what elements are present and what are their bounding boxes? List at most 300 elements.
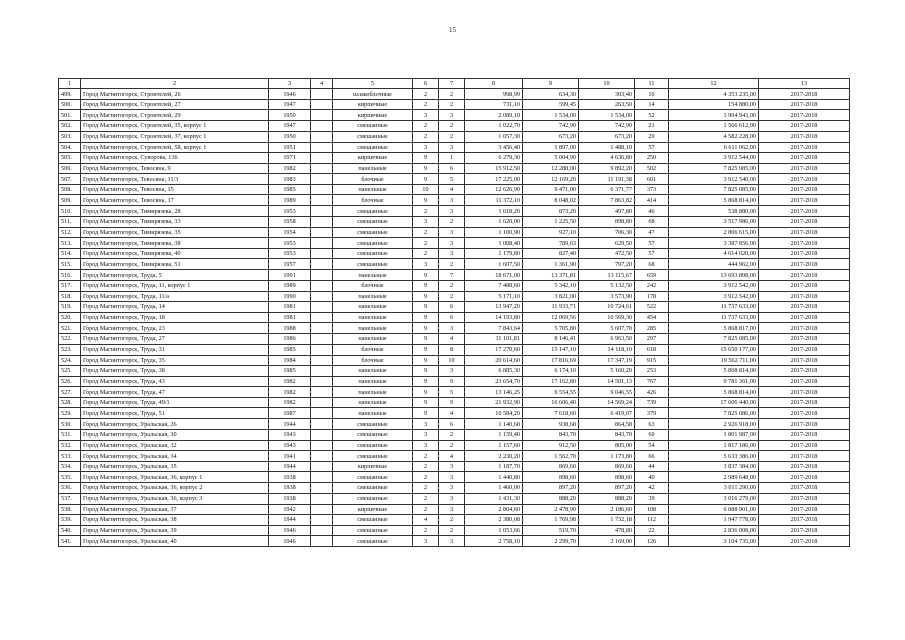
cell-floors: 9 <box>413 195 439 206</box>
cell-residential-area: 1 562,70 <box>523 451 579 462</box>
cell-residential-area: 12 169,20 <box>523 174 579 185</box>
cell-address: Город Магнитогорск, Тимирязева, 40 <box>81 249 269 259</box>
cell-address: Город Магнитогорск, Труда, 38 <box>81 365 269 376</box>
cell-total-area: 14 193,80 <box>465 312 523 322</box>
cell-period: 2017-2018 <box>759 110 850 121</box>
table-row <box>59 238 850 249</box>
cell-entrances: 2 <box>439 131 465 142</box>
cell-owned-area: 1 173,80 <box>579 451 635 462</box>
cell-period: 2017-2018 <box>759 398 850 408</box>
cell-year-built: 1983 <box>269 174 311 185</box>
cell-owned-area: 1 534,00 <box>579 110 635 121</box>
cell-floors: 9 <box>413 270 439 280</box>
cell-row-number: 501. <box>59 110 81 121</box>
cell-floors: 3 <box>413 216 439 227</box>
table-row <box>59 462 850 472</box>
cell-floors: 9 <box>413 291 439 301</box>
cell-residents: 52 <box>635 110 669 121</box>
cell-residents: 22 <box>635 525 669 535</box>
cell-year-built: 1951 <box>269 142 311 152</box>
cell-residents: 44 <box>635 462 669 472</box>
cell-entrances: 3 <box>439 472 465 483</box>
cell-period: 2017-2018 <box>759 174 850 185</box>
cell-residents: 659 <box>635 270 669 280</box>
cell-row-number: 504. <box>59 142 81 152</box>
housing-registry-table <box>58 78 850 547</box>
cell-address: Город Магнитогорск, Уральская, 34 <box>81 451 269 462</box>
cell-address: Город Магнитогорск, Уральская, 39 <box>81 525 269 535</box>
cell-floors: 9 <box>413 387 439 398</box>
cell-wall-material: кирпичные <box>333 462 413 472</box>
cell-owned-area: 11 191,38 <box>579 174 635 185</box>
cell-address: Город Магнитогорск, Строителей, 26 <box>81 89 269 100</box>
cell-total-area: 11 101,81 <box>465 334 523 344</box>
cell-wall-material: шлакоблочные <box>333 89 413 100</box>
cell-address: Город Магнитогорск, Тимирязева, 51 <box>81 259 269 270</box>
cell-owned-area: 1 732,18 <box>579 514 635 525</box>
cell-residents: 250 <box>635 152 669 163</box>
cell-address: Город Магнитогорск, Труда, 51 <box>81 408 269 419</box>
cell-floors: 3 <box>413 429 439 440</box>
cell-owned-area: 843,70 <box>579 429 635 440</box>
cell-floors: 2 <box>413 472 439 483</box>
cell-col-4 <box>311 249 333 259</box>
cell-wall-material: смешанные <box>333 419 413 429</box>
cell-residents: 242 <box>635 280 669 291</box>
cell-year-built: 1985 <box>269 344 311 355</box>
cell-year-built: 1944 <box>269 514 311 525</box>
cell-total-area: 1 100,90 <box>465 227 523 237</box>
cell-address: Город Магнитогорск, Труда, 18 <box>81 312 269 322</box>
table-row <box>59 429 850 440</box>
cell-col-4 <box>311 312 333 322</box>
column-header-9: 9 <box>523 79 579 89</box>
cell-residential-area: 9 554,55 <box>523 387 579 398</box>
cell-address: Город Магнитогорск, Строителей, 27 <box>81 100 269 110</box>
cell-owned-area: 888,20 <box>579 493 635 504</box>
cell-floors: 9 <box>413 398 439 408</box>
cell-period: 2017-2018 <box>759 89 850 100</box>
cell-total-area: 1 157,60 <box>465 440 523 450</box>
cell-residents: 454 <box>635 312 669 322</box>
cell-year-built: 1946 <box>269 525 311 535</box>
cell-period: 2017-2018 <box>759 163 850 173</box>
cell-residential-area: 1 897,00 <box>523 142 579 152</box>
table-row <box>59 152 850 163</box>
cell-cost: 3 104 735,00 <box>669 536 759 547</box>
cell-residential-area: 843,70 <box>523 429 579 440</box>
table-row <box>59 398 850 408</box>
cell-row-number: 529. <box>59 408 81 419</box>
cell-cost: 2 989 648,00 <box>669 472 759 483</box>
column-header-12: 12 <box>669 79 759 89</box>
cell-total-area: 21 932,90 <box>465 398 523 408</box>
table-row <box>59 419 850 429</box>
cell-entrances: 3 <box>439 462 465 472</box>
cell-period: 2017-2018 <box>759 280 850 291</box>
cell-residential-area: 2 299,70 <box>523 536 579 547</box>
table-row <box>59 216 850 227</box>
cell-owned-area: 14 501,13 <box>579 376 635 386</box>
cell-owned-area: 6 371,77 <box>579 185 635 195</box>
cell-period: 2017-2018 <box>759 216 850 227</box>
cell-col-4 <box>311 536 333 547</box>
cell-cost: 1 947 778,00 <box>669 514 759 525</box>
cell-row-number: 528. <box>59 398 81 408</box>
cell-address: Город Магнитогорск, Тимирязева, 38 <box>81 238 269 249</box>
cell-address: Город Магнитогорск, Строителей, 37, корпус 1 <box>81 131 269 142</box>
table-row <box>59 142 850 152</box>
cell-owned-area: 898,80 <box>579 216 635 227</box>
cell-period: 2017-2018 <box>759 514 850 525</box>
cell-wall-material: блочные <box>333 195 413 206</box>
cell-address: Город Магнитогорск, Уральская, 30 <box>81 429 269 440</box>
table-row <box>59 514 850 525</box>
cell-cost: 4 614 020,00 <box>669 249 759 259</box>
cell-col-4 <box>311 185 333 195</box>
cell-residential-area: 927,10 <box>523 227 579 237</box>
cell-row-number: 511. <box>59 216 81 227</box>
cell-residents: 60 <box>635 429 669 440</box>
cell-owned-area: 5 607,70 <box>579 323 635 334</box>
cell-residents: 112 <box>635 514 669 525</box>
cell-residential-area: 12 288,00 <box>523 163 579 173</box>
cell-address: Город Магнитогорск, Труда, 11, корпус 1 <box>81 280 269 291</box>
cell-residents: 29 <box>635 131 669 142</box>
cell-floors: 2 <box>413 249 439 259</box>
cell-total-area: 1 187,70 <box>465 462 523 472</box>
cell-year-built: 1950 <box>269 110 311 121</box>
cell-floors: 2 <box>413 504 439 514</box>
cell-wall-material: панельные <box>333 408 413 419</box>
cell-cost: 19 562 711,00 <box>669 355 759 365</box>
cell-owned-area: 742,90 <box>579 121 635 131</box>
cell-floors: 3 <box>413 259 439 270</box>
cell-row-number: 514. <box>59 249 81 259</box>
cell-wall-material: блочные <box>333 344 413 355</box>
cell-cost: 5 868 814,00 <box>669 365 759 376</box>
cell-row-number: 530. <box>59 419 81 429</box>
table-row <box>59 312 850 322</box>
cell-row-number: 512. <box>59 227 81 237</box>
cell-col-4 <box>311 398 333 408</box>
cell-total-area: 1 140,68 <box>465 419 523 429</box>
cell-row-number: 519. <box>59 301 81 312</box>
cell-cost: 3 837 384,00 <box>669 462 759 472</box>
cell-residential-area: 5 705,80 <box>523 323 579 334</box>
cell-total-area: 1 018,20 <box>465 206 523 216</box>
cell-entrances: 2 <box>439 440 465 450</box>
cell-owned-area: 864,58 <box>579 419 635 429</box>
cell-col-4 <box>311 291 333 301</box>
cell-entrances: 6 <box>439 312 465 322</box>
cell-wall-material: панельные <box>333 270 413 280</box>
cell-floors: 9 <box>413 365 439 376</box>
cell-cost: 2 926 918,00 <box>669 419 759 429</box>
cell-residents: 47 <box>635 227 669 237</box>
cell-col-4 <box>311 142 333 152</box>
cell-row-number: 539. <box>59 514 81 525</box>
cell-total-area: 2 089,10 <box>465 110 523 121</box>
cell-col-4 <box>311 493 333 504</box>
cell-col-4 <box>311 376 333 386</box>
table-row <box>59 334 850 344</box>
cell-row-number: 541. <box>59 536 81 547</box>
cell-col-4 <box>311 429 333 440</box>
cell-floors: 9 <box>413 355 439 365</box>
table-row <box>59 206 850 216</box>
cell-total-area: 6 885,30 <box>465 365 523 376</box>
cell-owned-area: 2 169,00 <box>579 536 635 547</box>
cell-period: 2017-2018 <box>759 408 850 419</box>
cell-row-number: 523. <box>59 344 81 355</box>
cell-row-number: 517. <box>59 280 81 291</box>
cell-year-built: 1982 <box>269 163 311 173</box>
cell-residents: 767 <box>635 376 669 386</box>
cell-year-built: 1953 <box>269 206 311 216</box>
cell-col-4 <box>311 344 333 355</box>
cell-residential-area: 13 371,81 <box>523 270 579 280</box>
cell-year-built: 1953 <box>269 238 311 249</box>
cell-year-built: 1953 <box>269 249 311 259</box>
cell-cost: 3 517 986,00 <box>669 216 759 227</box>
cell-cost: 3 912 542,00 <box>669 280 759 291</box>
cell-floors: 4 <box>413 514 439 525</box>
cell-total-area: 2 758,10 <box>465 536 523 547</box>
cell-residential-area: 9 471,00 <box>523 185 579 195</box>
cell-residential-area: 17 162,80 <box>523 376 579 386</box>
cell-total-area: 998,99 <box>465 89 523 100</box>
cell-floors: 3 <box>413 419 439 429</box>
cell-period: 2017-2018 <box>759 344 850 355</box>
cell-owned-area: 13 115,67 <box>579 270 635 280</box>
cell-address: Город Магнитогорск, Уральская, 38 <box>81 514 269 525</box>
cell-year-built: 1946 <box>269 89 311 100</box>
cell-wall-material: смешанные <box>333 238 413 249</box>
cell-address: Город Магнитогорск, Уральская, 36, корпус 3 <box>81 493 269 504</box>
cell-address: Город Магнитогорск, Уральская, 26 <box>81 419 269 429</box>
cell-residents: 40 <box>635 472 669 483</box>
cell-col-4 <box>311 110 333 121</box>
cell-col-4 <box>311 419 333 429</box>
cell-total-area: 1 057,30 <box>465 131 523 142</box>
cell-total-area: 731,10 <box>465 100 523 110</box>
cell-residents: 178 <box>635 291 669 301</box>
table-row <box>59 365 850 376</box>
cell-period: 2017-2018 <box>759 376 850 386</box>
cell-entrances: 4 <box>439 408 465 419</box>
cell-residential-area: 1 769,98 <box>523 514 579 525</box>
cell-period: 2017-2018 <box>759 387 850 398</box>
cell-col-4 <box>311 483 333 493</box>
cell-wall-material: блочные <box>333 355 413 365</box>
cell-total-area: 6 279,30 <box>465 152 523 163</box>
cell-period: 2017-2018 <box>759 227 850 237</box>
cell-cost: 5 633 386,00 <box>669 451 759 462</box>
table-row <box>59 174 850 185</box>
cell-year-built: 1946 <box>269 536 311 547</box>
cell-col-4 <box>311 462 333 472</box>
cell-entrances: 5 <box>439 387 465 398</box>
cell-floors: 2 <box>413 121 439 131</box>
cell-floors: 3 <box>413 110 439 121</box>
cell-residents: 618 <box>635 344 669 355</box>
cell-owned-area: 898,60 <box>579 472 635 483</box>
cell-year-built: 1944 <box>269 462 311 472</box>
cell-period: 2017-2018 <box>759 185 850 195</box>
column-header-2: 2 <box>81 79 269 89</box>
cell-floors: 9 <box>413 344 439 355</box>
cell-cost: 7 825 085,00 <box>669 163 759 173</box>
cell-period: 2017-2018 <box>759 270 850 280</box>
cell-total-area: 1 053,66 <box>465 525 523 535</box>
cell-residents: 66 <box>635 451 669 462</box>
cell-row-number: 506. <box>59 163 81 173</box>
cell-period: 2017-2018 <box>759 323 850 334</box>
cell-total-area: 1 022,70 <box>465 121 523 131</box>
cell-entrances: 4 <box>439 334 465 344</box>
cell-address: Город Магнитогорск, Тимирязева, 28 <box>81 206 269 216</box>
column-header-13: 13 <box>759 79 850 89</box>
cell-total-area: 1 620,00 <box>465 216 523 227</box>
cell-year-built: 1957 <box>269 259 311 270</box>
cell-residential-area: 1 534,00 <box>523 110 579 121</box>
cell-row-number: 518. <box>59 291 81 301</box>
cell-residents: 46 <box>635 206 669 216</box>
cell-address: Город Магнитогорск, Суворова, 136 <box>81 152 269 163</box>
cell-owned-area: 14 118,10 <box>579 344 635 355</box>
column-header-11: 11 <box>635 79 669 89</box>
cell-address: Город Магнитогорск, Уральская, 35 <box>81 462 269 472</box>
table-row <box>59 131 850 142</box>
cell-row-number: 503. <box>59 131 81 142</box>
cell-address: Город Магнитогорск, Труда, 47 <box>81 387 269 398</box>
cell-cost: 11 737 633,00 <box>669 301 759 312</box>
cell-cost: 7 825 086,00 <box>669 408 759 419</box>
cell-row-number: 521. <box>59 323 81 334</box>
cell-residents: 915 <box>635 355 669 365</box>
cell-cost: 3 011 290,00 <box>669 483 759 493</box>
cell-row-number: 505. <box>59 152 81 163</box>
cell-floors: 2 <box>413 206 439 216</box>
cell-total-area: 10 584,20 <box>465 408 523 419</box>
cell-wall-material: панельные <box>333 376 413 386</box>
table-row <box>59 301 850 312</box>
cell-row-number: 520. <box>59 312 81 322</box>
cell-row-number: 538. <box>59 504 81 514</box>
cell-wall-material: смешанные <box>333 429 413 440</box>
cell-address: Город Магнитогорск, Труда, 23 <box>81 323 269 334</box>
cell-col-4 <box>311 301 333 312</box>
cell-floors: 2 <box>413 483 439 493</box>
cell-wall-material: кирпичные <box>333 152 413 163</box>
cell-year-built: 1981 <box>269 312 311 322</box>
cell-wall-material: панельные <box>333 334 413 344</box>
cell-residential-area: 897,20 <box>523 483 579 493</box>
cell-cost: 13 693 898,00 <box>669 270 759 280</box>
cell-address: Город Магнитогорск, Труда, 35 <box>81 355 269 365</box>
cell-address: Город Магнитогорск, Строителей, 29 <box>81 110 269 121</box>
cell-wall-material: панельные <box>333 398 413 408</box>
cell-residential-area: 3 821,00 <box>523 291 579 301</box>
cell-col-4 <box>311 280 333 291</box>
cell-year-built: 1991 <box>269 270 311 280</box>
cell-floors: 2 <box>413 227 439 237</box>
cell-residents: 21 <box>635 121 669 131</box>
cell-col-4 <box>311 323 333 334</box>
cell-wall-material: смешанные <box>333 206 413 216</box>
cell-owned-area: 7 863,82 <box>579 195 635 206</box>
cell-residents: 54 <box>635 440 669 450</box>
cell-wall-material: смешанные <box>333 536 413 547</box>
cell-owned-area: 17 347,19 <box>579 355 635 365</box>
cell-entrances: 6 <box>439 301 465 312</box>
cell-cost: 4 582 228,00 <box>669 131 759 142</box>
table-row <box>59 376 850 386</box>
cell-entrances: 3 <box>439 227 465 237</box>
cell-floors: 9 <box>413 408 439 419</box>
cell-entrances: 1 <box>439 152 465 163</box>
cell-col-4 <box>311 365 333 376</box>
cell-residents: 502 <box>635 163 669 173</box>
cell-owned-area: 14 569,24 <box>579 398 635 408</box>
cell-address: Город Магнитогорск, Строителей, 35, корпус 1 <box>81 121 269 131</box>
cell-period: 2017-2018 <box>759 334 850 344</box>
cell-owned-area: 869,60 <box>579 462 635 472</box>
cell-wall-material: смешанные <box>333 514 413 525</box>
cell-total-area: 3 456,40 <box>465 142 523 152</box>
table-row <box>59 536 850 547</box>
cell-owned-area: 3 573,90 <box>579 291 635 301</box>
cell-entrances: 3 <box>439 249 465 259</box>
cell-cost: 15 650 177,00 <box>669 344 759 355</box>
cell-address: Город Магнитогорск, Тевосяна, 15 <box>81 185 269 195</box>
cell-residents: 601 <box>635 174 669 185</box>
cell-owned-area: 5 160,20 <box>579 365 635 376</box>
cell-residential-area: 5 342,10 <box>523 280 579 291</box>
table-row <box>59 493 850 504</box>
cell-period: 2017-2018 <box>759 493 850 504</box>
cell-row-number: 525. <box>59 365 81 376</box>
cell-floors: 2 <box>413 525 439 535</box>
column-header-10: 10 <box>579 79 635 89</box>
cell-residential-area: 5 004,90 <box>523 152 579 163</box>
cell-wall-material: смешанные <box>333 227 413 237</box>
cell-address: Город Магнитогорск, Тевосяна, 9 <box>81 163 269 173</box>
cell-owned-area: 706,30 <box>579 227 635 237</box>
cell-floors: 9 <box>413 376 439 386</box>
cell-residents: 108 <box>635 504 669 514</box>
table-row <box>59 185 850 195</box>
cell-wall-material: смешанные <box>333 259 413 270</box>
cell-row-number: 516. <box>59 270 81 280</box>
cell-col-4 <box>311 259 333 270</box>
table-row <box>59 291 850 301</box>
cell-period: 2017-2018 <box>759 249 850 259</box>
cell-wall-material: смешанные <box>333 131 413 142</box>
cell-row-number: 535. <box>59 472 81 483</box>
cell-floors: 3 <box>413 440 439 450</box>
table-row <box>59 195 850 206</box>
cell-owned-area: 805,00 <box>579 440 635 450</box>
cell-residential-area: 599,45 <box>523 100 579 110</box>
cell-year-built: 1944 <box>269 419 311 429</box>
cell-entrances: 3 <box>439 238 465 249</box>
cell-col-4 <box>311 525 333 535</box>
cell-floors: 9 <box>413 163 439 173</box>
cell-entrances: 10 <box>439 355 465 365</box>
cell-wall-material: кирпичные <box>333 504 413 514</box>
